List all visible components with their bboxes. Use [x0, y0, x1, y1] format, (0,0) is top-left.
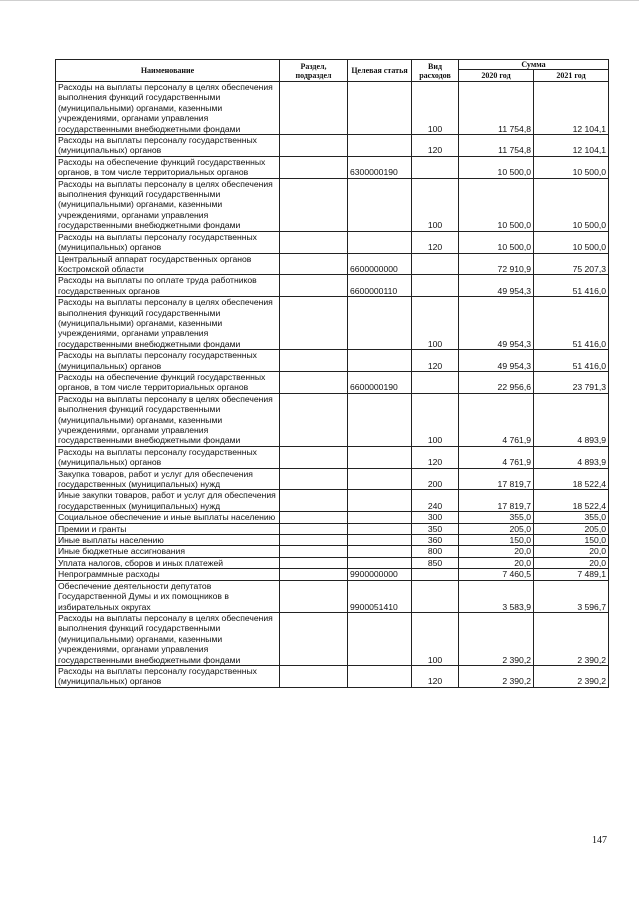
row-name: Расходы на выплаты персоналу государственных (муниципальных) органов: [56, 135, 280, 157]
row-name: Обеспечение деятельности депутатов Государственной Думы и их помощников в избирательных округах: [56, 580, 280, 612]
row-section: [280, 156, 348, 178]
row-section: [280, 490, 348, 512]
row-target: [348, 523, 412, 534]
row-sum-2021: 7 489,1: [534, 569, 609, 580]
row-sum-2021: 3 596,7: [534, 580, 609, 612]
row-name: Уплата налогов, сборов и иных платежей: [56, 557, 280, 568]
row-target: [348, 468, 412, 490]
row-sum-2021: 18 522,4: [534, 468, 609, 490]
header-year-2021: 2021 год: [534, 70, 609, 82]
row-sum-2021: 10 500,0: [534, 156, 609, 178]
row-name: Расходы на выплаты по оплате труда работников государственных органов: [56, 275, 280, 297]
row-sum-2021: 51 416,0: [534, 350, 609, 372]
row-kind: 120: [412, 446, 459, 468]
row-target: [348, 512, 412, 523]
row-section: [280, 612, 348, 665]
row-kind: 100: [412, 82, 459, 135]
row-sum-2021: 18 522,4: [534, 490, 609, 512]
row-target: [348, 535, 412, 546]
row-sum-2020: 4 761,9: [459, 393, 534, 446]
row-kind: 200: [412, 468, 459, 490]
row-name: Расходы на обеспечение функций государственных органов, в том числе территориальных органов: [56, 371, 280, 393]
row-kind: 100: [412, 297, 459, 350]
row-section: [280, 580, 348, 612]
row-target: [348, 178, 412, 231]
row-sum-2020: 17 819,7: [459, 490, 534, 512]
row-kind: [412, 253, 459, 275]
row-name: Непрограммные расходы: [56, 569, 280, 580]
row-sum-2021: 12 104,1: [534, 135, 609, 157]
row-section: [280, 546, 348, 557]
row-sum-2020: 2 390,2: [459, 612, 534, 665]
row-sum-2020: 49 954,3: [459, 350, 534, 372]
row-name: Расходы на обеспечение функций государственных органов, в том числе территориальных органов: [56, 156, 280, 178]
header-year-2020: 2020 год: [459, 70, 534, 82]
row-name: Центральный аппарат государственных органов Костромской области: [56, 253, 280, 275]
row-sum-2020: 49 954,3: [459, 275, 534, 297]
row-section: [280, 557, 348, 568]
table-body: [56, 82, 609, 688]
table-row: [56, 231, 609, 253]
header-kind: Вид расходов: [412, 60, 459, 82]
row-section: [280, 350, 348, 372]
row-sum-2020: 7 460,5: [459, 569, 534, 580]
row-name: Расходы на выплаты персоналу в целях обеспечения выполнения функций государственными (муниципальными) органами, казенными учреждениями, органами управления государственными внебюджетными фондами: [56, 82, 280, 135]
row-target: [348, 546, 412, 557]
row-section: [280, 446, 348, 468]
row-sum-2020: 10 500,0: [459, 178, 534, 231]
row-kind: 120: [412, 350, 459, 372]
row-kind: [412, 156, 459, 178]
row-kind: 120: [412, 135, 459, 157]
row-kind: [412, 371, 459, 393]
table-row: [56, 580, 609, 612]
table-row: [56, 523, 609, 534]
row-section: [280, 569, 348, 580]
row-kind: [412, 569, 459, 580]
table-row: [56, 275, 609, 297]
header-section: Раздел, подраздел: [280, 60, 348, 82]
row-target: 6600000190: [348, 371, 412, 393]
row-kind: 300: [412, 512, 459, 523]
row-sum-2020: 72 910,9: [459, 253, 534, 275]
row-kind: 120: [412, 231, 459, 253]
row-section: [280, 535, 348, 546]
table-row: [56, 253, 609, 275]
table-row: [56, 468, 609, 490]
row-sum-2020: 22 956,6: [459, 371, 534, 393]
row-target: [348, 297, 412, 350]
table-row: [56, 393, 609, 446]
row-sum-2020: 355,0: [459, 512, 534, 523]
row-name: Расходы на выплаты персоналу государственных (муниципальных) органов: [56, 350, 280, 372]
row-section: [280, 231, 348, 253]
budget-table: [55, 59, 609, 688]
row-kind: 360: [412, 535, 459, 546]
row-name: Иные выплаты населению: [56, 535, 280, 546]
row-kind: 800: [412, 546, 459, 557]
row-target: [348, 490, 412, 512]
table-row: [56, 156, 609, 178]
row-sum-2021: 20,0: [534, 557, 609, 568]
row-sum-2021: 23 791,3: [534, 371, 609, 393]
table-row: [56, 297, 609, 350]
row-sum-2021: 355,0: [534, 512, 609, 523]
row-kind: 240: [412, 490, 459, 512]
row-section: [280, 135, 348, 157]
row-target: 6300000190: [348, 156, 412, 178]
header-target: Целевая статья: [348, 60, 412, 82]
row-sum-2020: 10 500,0: [459, 156, 534, 178]
row-target: [348, 135, 412, 157]
row-sum-2020: 10 500,0: [459, 231, 534, 253]
row-section: [280, 275, 348, 297]
row-sum-2021: 10 500,0: [534, 231, 609, 253]
row-target: 9900000000: [348, 569, 412, 580]
row-target: [348, 231, 412, 253]
row-section: [280, 178, 348, 231]
row-sum-2021: 150,0: [534, 535, 609, 546]
row-name: Расходы на выплаты персоналу государственных (муниципальных) органов: [56, 665, 280, 687]
table-row: [56, 665, 609, 687]
row-target: 6600000000: [348, 253, 412, 275]
row-kind: 100: [412, 393, 459, 446]
header-name: Наименование: [56, 60, 280, 82]
row-section: [280, 512, 348, 523]
table-row: [56, 490, 609, 512]
row-section: [280, 393, 348, 446]
row-kind: 100: [412, 612, 459, 665]
row-section: [280, 371, 348, 393]
row-sum-2020: 3 583,9: [459, 580, 534, 612]
row-target: 9900051410: [348, 580, 412, 612]
row-name: Закупка товаров, работ и услуг для обеспечения государственных (муниципальных) нужд: [56, 468, 280, 490]
row-sum-2021: 2 390,2: [534, 612, 609, 665]
row-target: [348, 350, 412, 372]
row-target: [348, 446, 412, 468]
row-sum-2020: 11 754,8: [459, 135, 534, 157]
table-row: [56, 178, 609, 231]
table-row: [56, 535, 609, 546]
row-sum-2020: 205,0: [459, 523, 534, 534]
row-kind: 350: [412, 523, 459, 534]
row-target: [348, 82, 412, 135]
row-sum-2021: 205,0: [534, 523, 609, 534]
row-sum-2020: 20,0: [459, 557, 534, 568]
row-name: Социальное обеспечение и иные выплаты населению: [56, 512, 280, 523]
table-row: [56, 135, 609, 157]
row-name: Расходы на выплаты персоналу в целях обеспечения выполнения функций государственными (муниципальными) органами, казенными учреждениями, органами управления государственными внебюджетными фондами: [56, 612, 280, 665]
row-section: [280, 665, 348, 687]
row-name: Расходы на выплаты персоналу государственных (муниципальных) органов: [56, 446, 280, 468]
row-name: Иные закупки товаров, работ и услуг для обеспечения государственных (муниципальных) нужд: [56, 490, 280, 512]
row-target: [348, 665, 412, 687]
row-name: Расходы на выплаты персоналу в целях обеспечения выполнения функций государственными (муниципальными) органами, казенными учреждениями, органами управления государственными внебюджетными фондами: [56, 297, 280, 350]
row-sum-2020: 20,0: [459, 546, 534, 557]
table-row: [56, 512, 609, 523]
row-sum-2021: 75 207,3: [534, 253, 609, 275]
row-sum-2021: 20,0: [534, 546, 609, 557]
row-section: [280, 253, 348, 275]
row-name: Расходы на выплаты персоналу государственных (муниципальных) органов: [56, 231, 280, 253]
row-sum-2021: 4 893,9: [534, 393, 609, 446]
table-row: [56, 371, 609, 393]
row-kind: 850: [412, 557, 459, 568]
row-sum-2020: 17 819,7: [459, 468, 534, 490]
table-row: [56, 557, 609, 568]
table-row: [56, 569, 609, 580]
row-section: [280, 297, 348, 350]
row-sum-2021: 2 390,2: [534, 665, 609, 687]
row-name: Расходы на выплаты персоналу в целях обеспечения выполнения функций государственными (муниципальными) органами, казенными учреждениями, органами управления государственными внебюджетными фондами: [56, 393, 280, 446]
row-sum-2021: 10 500,0: [534, 178, 609, 231]
row-name: Расходы на выплаты персоналу в целях обеспечения выполнения функций государственными (муниципальными) органами, казенными учреждениями, органами управления государственными внебюджетными фондами: [56, 178, 280, 231]
header-sum: Сумма: [459, 60, 609, 70]
row-kind: [412, 275, 459, 297]
row-sum-2020: 150,0: [459, 535, 534, 546]
row-section: [280, 82, 348, 135]
row-target: [348, 557, 412, 568]
table-row: [56, 546, 609, 557]
row-sum-2021: 12 104,1: [534, 82, 609, 135]
row-kind: [412, 580, 459, 612]
row-target: 6600000110: [348, 275, 412, 297]
row-target: [348, 393, 412, 446]
row-sum-2021: 4 893,9: [534, 446, 609, 468]
row-name: Иные бюджетные ассигнования: [56, 546, 280, 557]
table-header: [56, 60, 609, 82]
row-section: [280, 468, 348, 490]
row-kind: 100: [412, 178, 459, 231]
row-target: [348, 612, 412, 665]
row-kind: 120: [412, 665, 459, 687]
table-row: [56, 350, 609, 372]
row-section: [280, 523, 348, 534]
row-sum-2020: 2 390,2: [459, 665, 534, 687]
row-sum-2021: 51 416,0: [534, 297, 609, 350]
row-sum-2020: 4 761,9: [459, 446, 534, 468]
row-name: Премии и гранты: [56, 523, 280, 534]
row-sum-2021: 51 416,0: [534, 275, 609, 297]
table-row: [56, 446, 609, 468]
page-top-edge: [0, 0, 639, 1]
table-row: [56, 82, 609, 135]
page-number: 147: [592, 835, 607, 846]
row-sum-2020: 11 754,8: [459, 82, 534, 135]
table-row: [56, 612, 609, 665]
row-sum-2020: 49 954,3: [459, 297, 534, 350]
